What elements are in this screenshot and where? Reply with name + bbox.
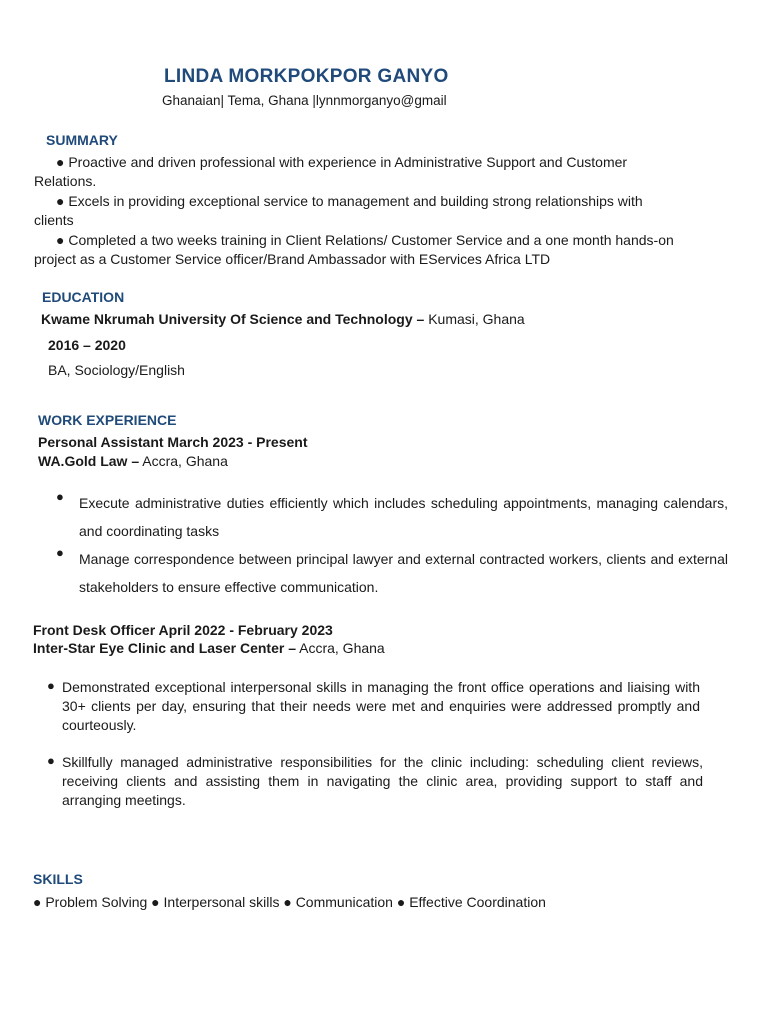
job-1-bullet-1: Execute administrative duties efficiently which includes scheduling appointments, managing calendars, and coordinating tasks	[79, 495, 728, 539]
job-2-bullet-2	[55, 753, 703, 810]
education-degree: BA, Sociology/English	[48, 362, 185, 378]
job-2-bullet-1	[55, 678, 700, 735]
summary-bullet-1: ● Proactive and driven professional with experience in Administrative Support and Customer	[56, 154, 628, 170]
bullet-icon: ●	[56, 545, 64, 560]
summary-bullet-1-cont: Relations.	[34, 173, 97, 189]
job-2-bullet-1-text: Demonstrated exceptional interpersonal skills in managing the front office operations and liaising with 30+ clients per day, ensuring that their needs were met and enquiries were addressed promptly and courteously.	[62, 679, 700, 733]
job-2-company: Inter-Star Eye Clinic and Laser Center –	[33, 640, 296, 656]
candidate-name: LINDA MORKPOKPOR GANYO	[164, 66, 449, 87]
job-1-employer-line	[38, 452, 228, 471]
job-1-location: Accra, Ghana	[142, 453, 228, 469]
job-1-company: WA.Gold Law –	[38, 453, 140, 469]
bullet-icon: ●	[47, 753, 55, 768]
school-location: Kumasi, Ghana	[428, 311, 525, 327]
summary-bullet-3: ● Completed a two weeks training in Client Relations/ Customer Service and a one month hands-on	[56, 232, 674, 248]
summary-bullet-2: ● Excels in providing exceptional service to management and building strong relationships with	[56, 193, 643, 209]
job-1-bullet-2: Manage correspondence between principal lawyer and external contracted workers, clients and external stakeholders to ensure effective communication.	[79, 551, 728, 595]
job-2-bullet-2-text: Skillfully managed administrative responsibilities for the clinic including: scheduling client reviews, receiving clients and assisting them in navigating the clinic area, providing support to staff and arranging meetings.	[62, 754, 703, 808]
job-1-title: Personal Assistant March 2023 - Present	[38, 434, 308, 450]
job-2-employer-line	[33, 639, 385, 658]
contact-line: Ghanaian| Tema, Ghana |lynnmorganyo@gmail	[162, 93, 447, 108]
job-2-location: Accra, Ghana	[299, 640, 385, 656]
skills-heading: SKILLS	[33, 871, 83, 887]
skills-line: ● Problem Solving ● Interpersonal skills ● Communication ● Effective Coordination	[33, 894, 546, 910]
summary-bullet-2-cont: clients	[34, 212, 74, 228]
education-school-line	[41, 310, 525, 329]
job-2-title: Front Desk Officer April 2022 - February 2023	[33, 622, 333, 638]
work-heading: WORK EXPERIENCE	[38, 412, 177, 428]
school-name: Kwame Nkrumah University Of Science and Technology –	[41, 311, 425, 327]
summary-bullet-3-cont: project as a Customer Service officer/Brand Ambassador with EServices Africa LTD	[34, 251, 551, 267]
education-heading: EDUCATION	[42, 289, 125, 305]
summary-heading: SUMMARY	[46, 132, 118, 148]
bullet-icon: ●	[56, 489, 64, 504]
education-years: 2016 – 2020	[48, 337, 126, 353]
bullet-icon: ●	[47, 678, 55, 693]
